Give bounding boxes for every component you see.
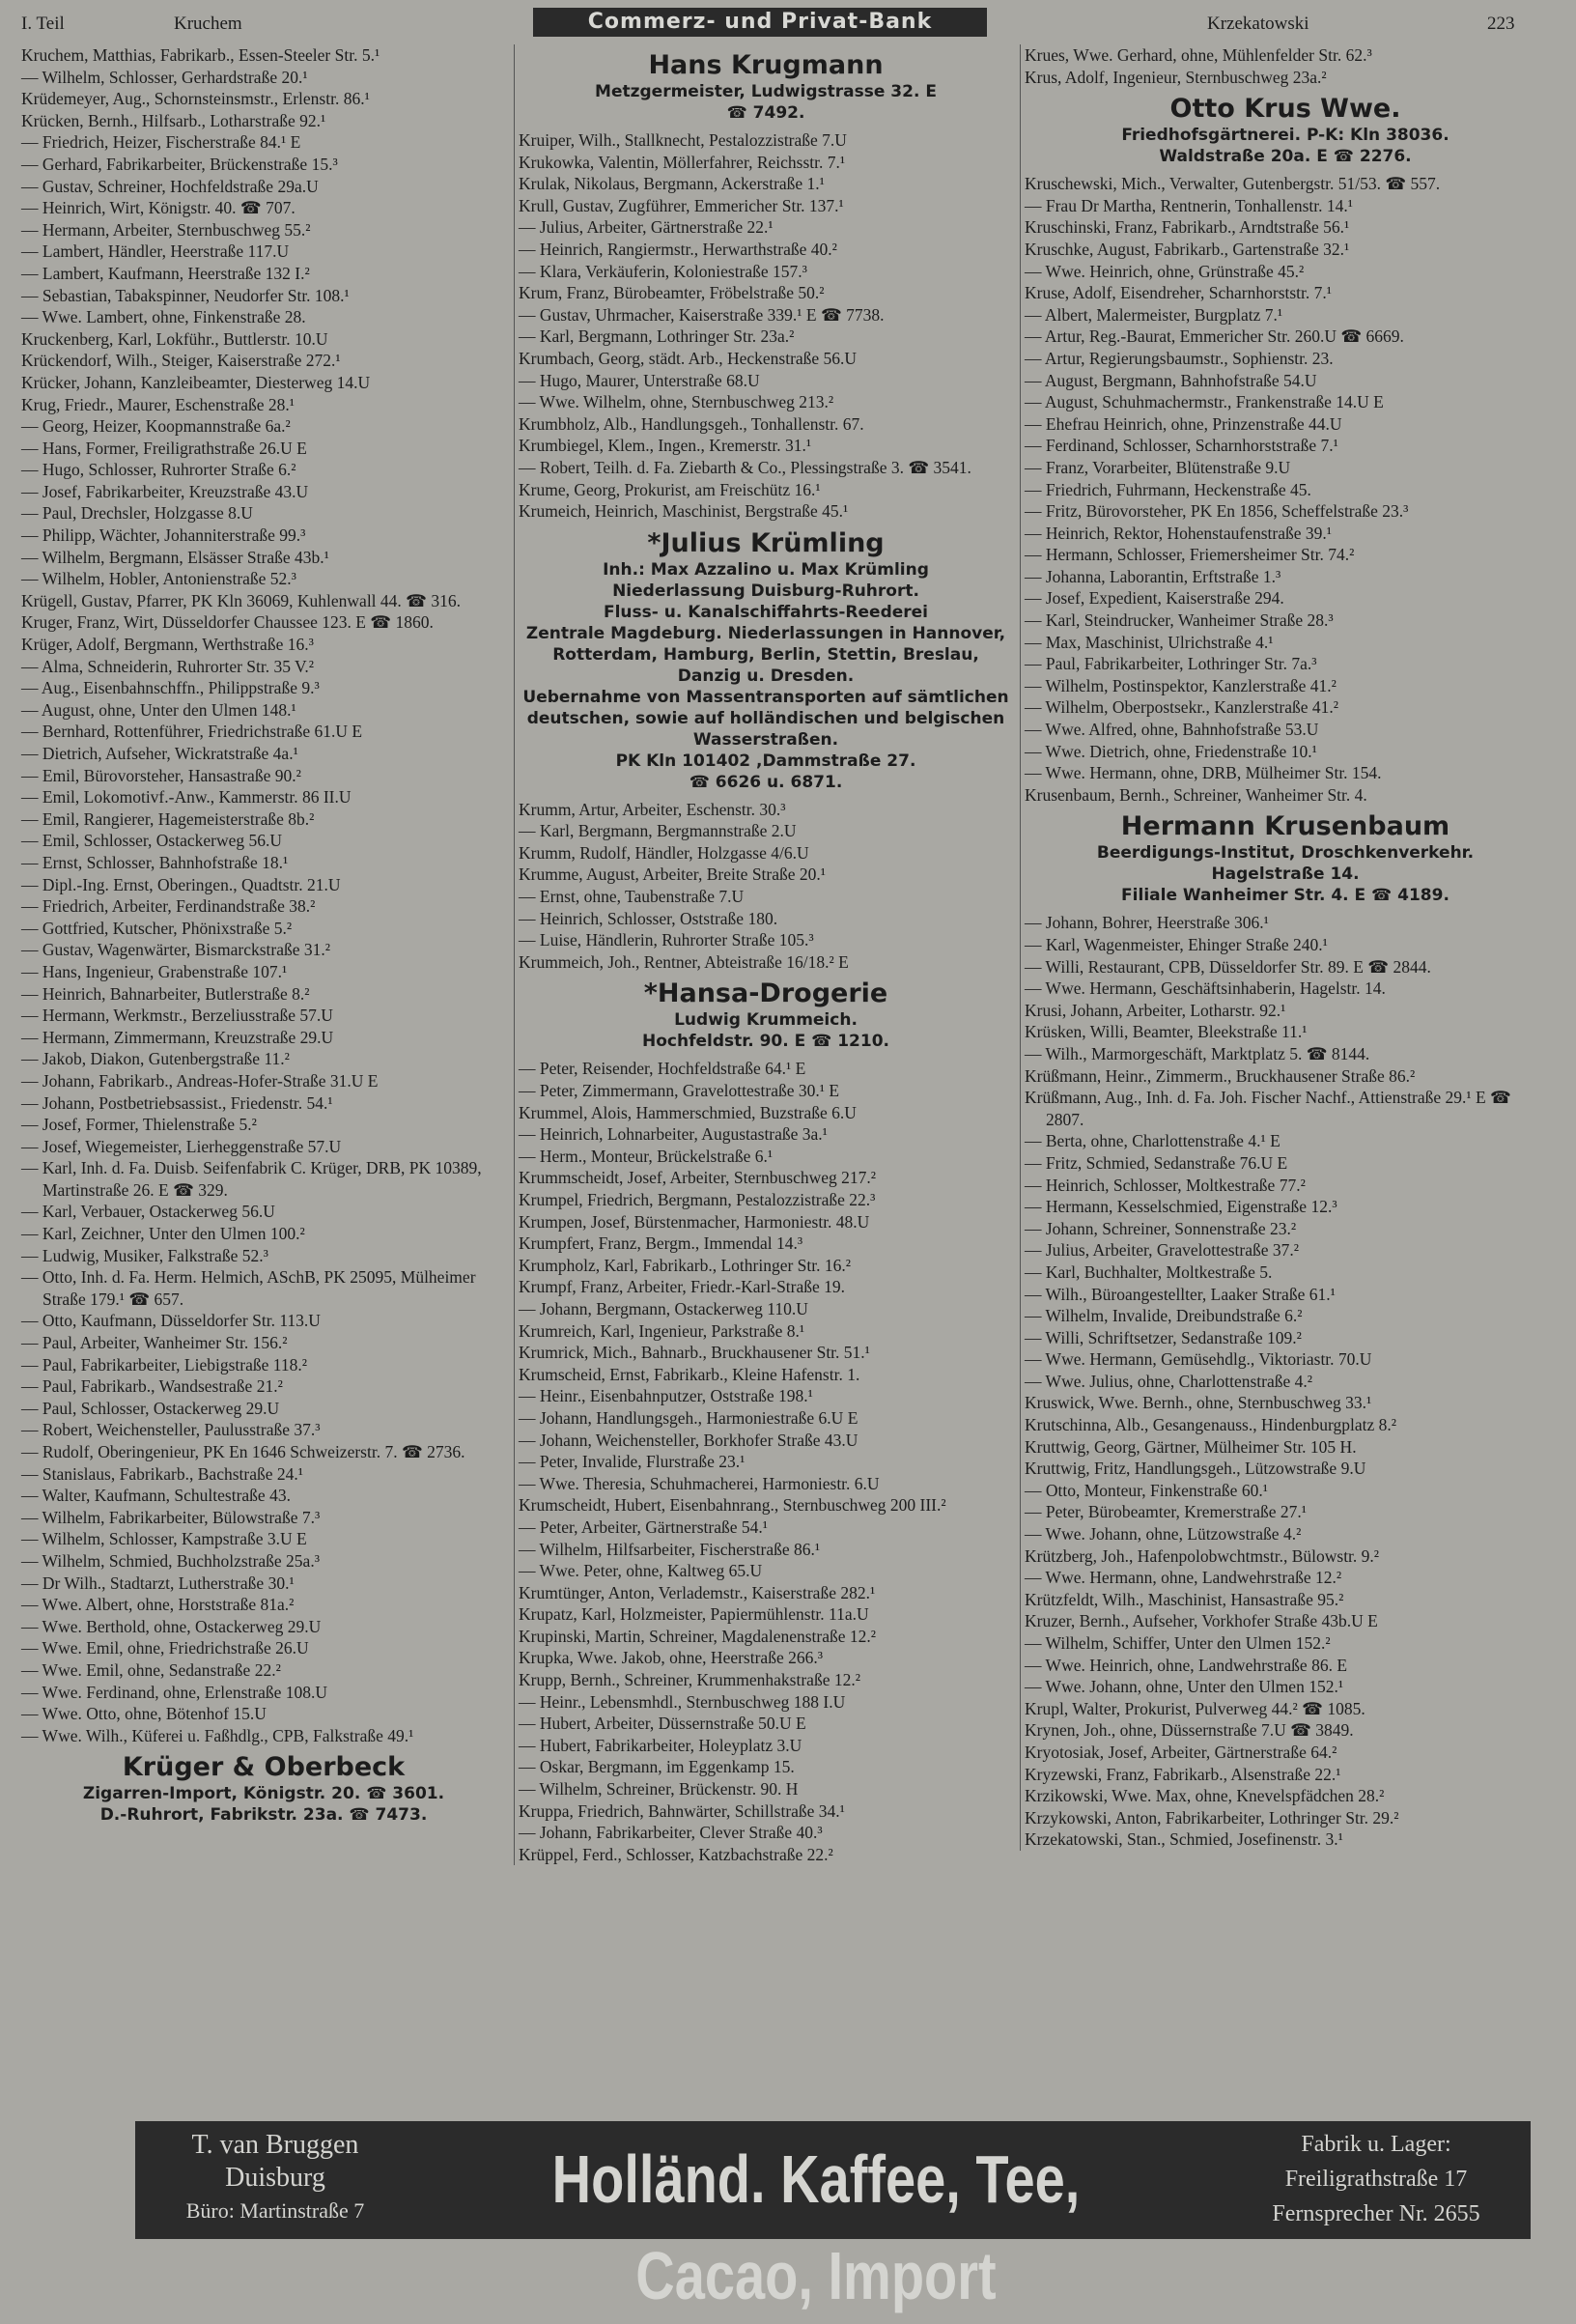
directory-entry: — Dietrich, Aufseher, Wickratstraße 4a.¹ [21,744,298,763]
directory-entry: — Fritz, Bürovorsteher, PK En 1856, Scheffelstraße 23.³ [1025,501,1409,522]
directory-entry: — Robert, Weichensteller, Paulusstraße 37.³ [21,1420,321,1440]
directory-entry: — Peter, Arbeiter, Gärtnerstraße 54.¹ [519,1516,768,1537]
directory-entry: — Johann, Handlungsgeh., Harmoniestraße 6.U E [519,1407,858,1428]
directory-entry: Krupka, Wwe. Jakob, ohne, Heerstraße 266.³ [519,1648,823,1668]
directory-entry: Krumscheidt, Hubert, Eisenbahnrang., Sternbuschweg 200 III.² [519,1495,946,1516]
directory-entry: — Peter, Bürobeamter, Kremerstraße 27.¹ [1025,1502,1308,1522]
banner-factory-address: Freiligrathstraße 17 [1284,2167,1468,2192]
directory-entry: — Hugo, Schlosser, Ruhrorter Straße 6.² [21,460,296,480]
advertisement [519,528,1013,793]
ad-line: Ludwig Krummeich. [674,1010,858,1031]
directory-entry: — Stanislaus, Fabrikarb., Bachstraße 24.¹ [21,1463,303,1484]
directory-entry: — August, Bergmann, Bahnhofstraße 54.U [1025,370,1317,390]
directory-entry: Krumeich, Heinrich, Maschinist, Bergstraße 45.¹ [519,501,849,522]
ad-title: *Julius Krümling [647,527,885,558]
directory-entry: — Heinr., Lebensmhdl., Sternbuschweg 188 I.U [519,1691,846,1712]
directory-entry: Krumpfert, Franz, Bergm., Immendal 14.³ [519,1233,803,1254]
directory-entry: Krumme, August, Arbeiter, Breite Straße 20.¹ [519,864,827,885]
ad-title: Hans Krugmann [648,50,884,80]
bank-advert: Commerz- und Privat-Bank [533,8,987,37]
directory-entry: Kruzer, Bernh., Aufseher, Vorkhofer Straße 43b.U E [1025,1611,1378,1631]
ad-line: Filiale Wanheimer Str. 4. E ☎ 4189. [1121,886,1449,906]
ad-line: Uebernahme von Massentransporten auf sämtlichen deutschen, sowie auf holländischen und belgischen Wasserstraßen. [522,687,1009,750]
directory-entry: — Gottfried, Kutscher, Phönixstraße 5.² [21,918,293,938]
directory-entry: Krüger, Adolf, Bergmann, Werthstraße 16.³ [21,635,314,655]
directory-entry: — Hugo, Maurer, Unterstraße 68.U [519,370,760,390]
directory-entry: — Heinrich, Schlosser, Oststraße 180. [519,908,778,928]
directory-entry: Krumtünger, Anton, Verlademstr., Kaiserstraße 282.¹ [519,1582,876,1602]
directory-entry: Krumreich, Karl, Ingenieur, Parkstraße 8.¹ [519,1320,805,1341]
directory-entry: Krupinski, Martin, Schreiner, Magdalenenstraße 12.² [519,1626,877,1646]
directory-entry: Kruttwig, Georg, Gärtner, Mülheimer Str. 105 H. [1025,1436,1357,1457]
directory-entry: Krumrick, Mich., Bahnarb., Bruckhausener Str. 51.¹ [519,1343,870,1363]
directory-entry: — Gustav, Uhrmacher, Kaiserstraße 339.¹ E ☎ 7738. [519,304,885,325]
directory-entry: Krumpholz, Karl, Fabrikarb., Lothringer Str. 16.² [519,1255,852,1275]
directory-entry: Kruschinski, Franz, Fabrikarb., Arndtstraße 56.¹ [1025,217,1350,238]
directory-entry: — Josef, Expedient, Kaiserstraße 294. [1025,588,1284,609]
directory-entry: Krzekatowski, Stan., Schmied, Josefinenstr. 3.¹ [1025,1829,1343,1850]
directory-entry: — Georg, Heizer, Koopmannstraße 6a.² [21,416,291,437]
directory-entry: — Philipp, Wächter, Johanniterstraße 99.³ [21,525,306,546]
directory-entry: Kruttwig, Fritz, Handlungsgeh., Lützowstraße 9.U [1025,1459,1366,1479]
directory-entry: Kruiper, Wilh., Stallknecht, Pestalozzistraße 7.U [519,130,847,150]
banner-office: Büro: Martinstraße 7 [185,2198,365,2223]
directory-entry: — Wilhelm, Invalide, Dreibundstraße 6.² [1025,1306,1303,1326]
directory-entry: — Paul, Schlosser, Ostackerweg 29.U [21,1398,280,1418]
directory-entry: — Karl, Steindrucker, Wanheimer Straße 28.³ [1025,610,1334,631]
directory-entry: — Wwe. Berthold, ohne, Ostackerweg 29.U [21,1616,322,1636]
directory-entry: — Wwe. Heinrich, ohne, Landwehrstraße 86. E [1025,1655,1348,1675]
directory-entry: — Josef, Former, Thielenstraße 5.² [21,1115,257,1135]
directory-column-1 [21,44,506,1831]
ad-line: Inh.: Max Azzalino u. Max Krümling [603,559,929,580]
banner-left [155,2129,396,2227]
directory-entry: — Julius, Arbeiter, Gärtnerstraße 22.¹ [519,217,774,238]
directory-entry: Krüppel, Ferd., Schlosser, Katzbachstraße 22.² [519,1844,833,1864]
ad-line: D.-Ruhrort, Fabrikstr. 23a. ☎ 7473. [99,1805,428,1826]
directory-entry: — Frau Dr Martha, Rentnerin, Tonhallenstr. 14.¹ [1025,195,1354,215]
directory-entry: Krus, Adolf, Ingenieur, Sternbuschweg 23a.² [1025,67,1327,87]
directory-entry: — Ehefrau Heinrich, ohne, Prinzenstraße 44.U [1025,413,1342,434]
directory-entry: Krügell, Gustav, Pfarrer, PK Kln 36069, Kuhlenwall 44. ☎ 316. [21,590,461,610]
ad-line: Hochfeldstr. 90. E ☎ 1210. [641,1032,890,1052]
directory-entry: — Hermann, Arbeiter, Sternbuschweg 55.² [21,219,311,240]
advertisement [1025,94,1546,167]
ad-title: *Hansa-Drogerie [643,978,888,1009]
directory-entry: — Wilhelm, Oberpostsekr., Kanzlerstraße 41.² [1025,697,1338,718]
directory-entry: — Hermann, Zimmermann, Kreuzstraße 29.U [21,1027,334,1047]
directory-entry: — Gerhard, Fabrikarbeiter, Brückenstraße 15.³ [21,154,338,174]
directory-entry: — Wwe. Johann, ohne, Lützowstraße 4.² [1025,1524,1302,1545]
directory-entry: — Heinrich, Bahnarbeiter, Butlerstraße 8.² [21,983,310,1004]
directory-entry: — Luise, Händlerin, Ruhrorter Straße 105.³ [519,930,814,950]
directory-entry: Krzykowski, Anton, Fabrikarbeiter, Lothringer Str. 29.² [1025,1807,1399,1828]
directory-entry: — Artur, Reg.-Baurat, Emmericher Str. 260.U ☎ 6669. [1025,326,1404,347]
directory-entry: — August, ohne, Unter den Ulmen 148.¹ [21,699,296,720]
directory-entry: — August, Schuhmachermstr., Frankenstraße 14.U E [1025,392,1384,412]
ad-line: Zigarren-Import, Königstr. 20. ☎ 3601. [82,1784,445,1804]
ad-line: ☎ 7492. [726,103,805,123]
ad-line: Metzgermeister, Ludwigstrasse 32. E [595,82,937,101]
directory-entry: — Bernhard, Rottenführer, Friedrichstraße 61.U E [21,722,363,742]
directory-entry: — Max, Maschinist, Ulrichstraße 4.¹ [1025,632,1274,652]
directory-entry: — Aug., Eisenbahnschffn., Philippstraße 9.³ [21,678,320,698]
directory-entry: Kryzewski, Franz, Fabrikarb., Alsenstraße 22.¹ [1025,1764,1341,1784]
directory-entry: Krumpf, Franz, Arbeiter, Friedr.-Karl-Straße 19. [519,1277,846,1297]
directory-entry: Krumm, Artur, Arbeiter, Eschenstr. 30.³ [519,799,786,819]
directory-entry: — Heinrich, Rektor, Hohenstaufenstraße 39.¹ [1025,523,1332,543]
directory-entry: — Hermann, Schlosser, Friemersheimer Str. 74.² [1025,545,1355,565]
directory-entry: Krüßmann, Aug., Inh. d. Fa. Joh. Fischer Nachf., Attienstraße 29.¹ E ☎ 2807. [1025,1088,1511,1129]
directory-entry: — Dipl.-Ing. Ernst, Oberingen., Quadtstr. 21.U [21,874,341,894]
page-header [0,8,1576,46]
directory-entry: — Karl, Zeichner, Unter den Ulmen 100.² [21,1224,305,1244]
directory-entry: Kruse, Adolf, Eisendreher, Scharnhorststr. 7.¹ [1025,283,1333,303]
directory-entry: — Wwe. Hermann, Gemüsehdlg., Viktoriastr. 70.U [1025,1349,1372,1370]
directory-entry: Krumpen, Josef, Bürstenmacher, Harmoniestr. 48.U [519,1211,870,1232]
directory-entry: — Wwe. Otto, ohne, Bötenhof 15.U [21,1704,267,1724]
directory-entry: Krulak, Nikolaus, Bergmann, Ackerstraße 1.¹ [519,174,825,194]
directory-entry: — Karl, Verbauer, Ostackerweg 56.U [21,1202,275,1222]
directory-entry: — Walter, Kaufmann, Schultestraße 43. [21,1486,291,1506]
directory-entry: — Heinr., Eisenbahnputzer, Oststraße 198.¹ [519,1386,813,1406]
directory-entry: — Oskar, Bergmann, im Eggenkamp 15. [519,1757,795,1777]
directory-entry: — Wilhelm, Bergmann, Elsässer Straße 43b.¹ [21,547,329,567]
directory-entry: Krynen, Joh., ohne, Düssernstraße 7.U ☎ 3849. [1025,1720,1354,1741]
directory-entry: — Wwe. Alfred, ohne, Bahnhofstraße 53.U [1025,720,1319,740]
directory-entry: — Wwe. Wilhelm, ohne, Sternbuschweg 213.² [519,392,834,412]
directory-entry: Krupatz, Karl, Holzmeister, Papiermühlenstr. 11a.U [519,1604,869,1625]
ad-line: Waldstraße 20a. E ☎ 2276. [1159,147,1412,167]
directory-entry: — Wwe. Emil, ohne, Sedanstraße 22.² [21,1659,281,1680]
directory-column-2 [514,44,1013,1865]
directory-entry: Kruger, Franz, Wirt, Düsseldorfer Chaussee 123. E ☎ 1860. [21,612,434,633]
directory-entry: — Hans, Former, Freiligrathstraße 26.U E [21,438,307,458]
directory-entry: — Paul, Drechsler, Holzgasse 8.U [21,503,253,524]
directory-entry: — Wwe. Lambert, ohne, Finkenstraße 28. [21,307,306,327]
directory-entry: Kruppa, Friedrich, Bahnwärter, Schillstraße 34.¹ [519,1800,845,1821]
directory-entry: — Wwe. Emil, ohne, Friedrichstraße 26.U [21,1638,309,1658]
directory-entry: — Wwe. Ferdinand, ohne, Erlenstraße 108.U [21,1682,328,1702]
directory-entry: — Wilhelm, Hobler, Antonienstraße 52.³ [21,569,296,589]
directory-entry: — Gustav, Schreiner, Hochfeldstraße 29a.U [21,176,319,196]
directory-entry: — Wilhelm, Schlosser, Kampstraße 3.U E [21,1529,307,1549]
directory-entry: Krüsken, Willi, Beamter, Bleekstraße 11.¹ [1025,1022,1308,1042]
ad-line: Fluss- u. Kanalschiffahrts-Reederei [603,602,929,622]
directory-entry: — Hubert, Arbeiter, Düssernstraße 50.U E [519,1714,806,1734]
directory-entry: — Lambert, Händler, Heerstraße 117.U [21,241,290,262]
directory-entry: — Hermann, Kesselschmied, Eigenstraße 12.³ [1025,1197,1337,1217]
directory-entry: — Wilhelm, Postinspektor, Kanzlerstraße 41.² [1025,675,1337,695]
directory-entry: Krüßmann, Heinr., Zimmerm., Bruckhausener Straße 86.² [1025,1065,1416,1086]
directory-entry: — Paul, Fabrikarbeiter, Lothringer Str. 7a.³ [1025,654,1317,674]
directory-entry: — Sebastian, Tabakspinner, Neudorfer Str. 108.¹ [21,285,350,305]
directory-entry: — Paul, Fabrikarb., Wandsestraße 21.² [21,1376,283,1397]
directory-entry: Krzikowski, Wwe. Max, ohne, Knevelspfädchen 28.² [1025,1786,1385,1806]
directory-entry: — Julius, Arbeiter, Gravelottestraße 37.² [1025,1240,1299,1261]
directory-entry: Krumscheid, Ernst, Fabrikarb., Kleine Hafenstr. 1. [519,1364,860,1384]
directory-entry: — Otto, Inh. d. Fa. Herm. Helmich, ASchB, PK 25095, Mülheimer Straße 179.¹ ☎ 657. [21,1267,476,1309]
directory-entry: — Karl, Bergmann, Bergmannstraße 2.U [519,821,797,841]
advertisement [519,978,1013,1052]
directory-entry: — Wwe. Peter, ohne, Kaltweg 65.U [519,1561,763,1581]
directory-entry: — Ernst, ohne, Taubenstraße 7.U [519,887,745,907]
directory-entry: Krukowka, Valentin, Möllerfahrer, Reichsstr. 7.¹ [519,152,846,172]
ad-title: Krüger & Oberbeck [122,1752,406,1783]
directory-entry: — Wwe. Heinrich, ohne, Grünstraße 45.² [1025,261,1305,281]
advertisement [21,1752,506,1826]
directory-entry: Krumbach, Georg, städt. Arb., Heckenstraße 56.U [519,348,858,368]
directory-entry: — Johann, Fabrikarbeiter, Clever Straße 40.³ [519,1823,823,1843]
directory-entry: — Hans, Ingenieur, Grabenstraße 107.¹ [21,961,288,981]
directory-entry: Krüdemeyer, Aug., Schornsteinsmstr., Erlenstr. 86.¹ [21,89,370,109]
directory-entry: — Friedrich, Fuhrmann, Heckenstraße 45. [1025,479,1311,499]
directory-entry: — Otto, Kaufmann, Düsseldorfer Str. 113.U [21,1311,321,1331]
directory-entry: Krützfeldt, Wilh., Maschinist, Hansastraße 95.² [1025,1589,1344,1609]
directory-entry: — Johann, Weichensteller, Borkhofer Straße 43.U [519,1430,858,1450]
directory-entry: — Friedrich, Heizer, Fischerstraße 84.¹ E [21,132,301,153]
directory-entry: Krumbholz, Alb., Handlungsgeh., Tonhallenstr. 67. [519,413,864,434]
directory-entry: Krützberg, Joh., Hafenpolobwchtmstr., Bülowstr. 9.² [1025,1545,1380,1566]
banner-phone: Fernsprecher Nr. 2655 [1272,2201,1480,2226]
directory-entry: Krücker, Johann, Kanzleibeamter, Diesterweg 14.U [21,372,371,392]
directory-entry: Krumm, Rudolf, Händler, Holzgasse 4/6.U [519,842,809,863]
directory-entry: — Wwe. Julius, ohne, Charlottenstraße 4.² [1025,1371,1312,1391]
directory-entry: — Heinrich, Rangiermstr., Herwarthstraße 40.² [519,239,837,259]
directory-entry: — Albert, Malermeister, Burgplatz 7.¹ [1025,304,1283,325]
directory-entry: — Heinrich, Lohnarbeiter, Augustastraße 3a.¹ [519,1124,828,1145]
directory-entry: — Hermann, Werkmstr., Berzeliusstraße 57.U [21,1006,333,1026]
ad-line: ☎ 6626 u. 6871. [689,772,843,792]
directory-entry: — Karl, Inh. d. Fa. Duisb. Seifenfabrik C. Krüger, DRB, PK 10389, Martinstraße 26. E ☎ 329. [21,1158,482,1200]
directory-entry: — Emil, Schlosser, Ostackerweg 56.U [21,831,283,851]
directory-entry: — Wilhelm, Schmied, Buchholzstraße 25a.³ [21,1550,320,1571]
directory-entry: — Jakob, Diakon, Gutenbergstraße 11.² [21,1049,290,1069]
directory-entry: — Peter, Reisender, Hochfeldstraße 64.¹ E [519,1059,806,1079]
directory-entry: — Robert, Teilh. d. Fa. Ziebarth & Co., Plessingstraße 3. ☎ 3541. [519,457,971,477]
directory-entry: — Willi, Restaurant, CPB, Düsseldorfer Str. 89. E ☎ 2844. [1025,956,1431,977]
directory-entry: — Klara, Verkäuferin, Koloniestraße 157.³ [519,261,807,281]
directory-entry: Krummeich, Joh., Rentner, Abteistraße 16/18.² E [519,951,849,972]
directory-entry: Krumpel, Friedrich, Bergmann, Pestalozzistraße 22.³ [519,1190,876,1209]
directory-entry: — Wwe. Johann, ohne, Unter den Ulmen 152.¹ [1025,1677,1344,1697]
ad-title: Otto Krus Wwe. [1169,94,1401,125]
last-name-guide: Krzekatowski [1207,14,1309,34]
directory-entry: — Wilhelm, Fabrikarbeiter, Bülowstraße 7.³ [21,1507,321,1527]
advertisement [1025,811,1546,906]
directory-entry: Kruswick, Wwe. Bernh., ohne, Sternbuschweg 33.¹ [1025,1393,1372,1413]
directory-entry: Krupp, Bernh., Schreiner, Krummenhakstraße 12.² [519,1670,860,1690]
directory-column-3 [1020,44,1546,1851]
directory-entry: Kryotosiak, Josef, Arbeiter, Gärtnerstraße 64.² [1025,1742,1337,1762]
directory-entry: Kruschewski, Mich., Verwalter, Gutenbergstr. 51/53. ☎ 557. [1025,174,1441,194]
directory-entry: — Hubert, Fabrikarbeiter, Holeyplatz 3.U [519,1735,802,1755]
directory-entry: Krückendorf, Wilh., Steiger, Kaiserstraße 272.¹ [21,351,341,371]
directory-entry: Krutschinna, Alb., Gesangenauss., Hindenburgplatz 8.² [1025,1415,1396,1435]
directory-entry: — Karl, Bergmann, Lothringer Str. 23a.² [519,326,795,347]
directory-entry: — Peter, Zimmermann, Gravelottestraße 30.¹ E [519,1081,840,1101]
directory-entry: — Wilhelm, Hilfsarbeiter, Fischerstraße 86.¹ [519,1539,821,1559]
directory-entry: Krücken, Bernh., Hilfsarb., Lotharstraße 92.¹ [21,110,326,130]
directory-entry: — Heinrich, Wirt, Königstr. 40. ☎ 707. [21,198,296,218]
directory-entry: — Ernst, Schlosser, Bahnhofstraße 18.¹ [21,852,289,872]
directory-entry: — Otto, Monteur, Finkenstraße 60.¹ [1025,1480,1268,1500]
page-number: 223 [1487,14,1515,34]
directory-entry: Kruschke, August, Fabrikarb., Gartenstraße 32.¹ [1025,239,1350,259]
directory-entry: — Wwe. Wilh., Küferei u. Faßhdlg., CPB, Falkstraße 49.¹ [21,1725,414,1745]
directory-entry: — Berta, ohne, Charlottenstraße 4.¹ E [1025,1131,1280,1151]
directory-entry: — Wwe. Dietrich, ohne, Friedenstraße 10.¹ [1025,741,1317,761]
directory-entry: — Heinrich, Schlosser, Moltkestraße 77.² [1025,1175,1306,1195]
directory-entry: Krummscheidt, Josef, Arbeiter, Sternbuschweg 217.² [519,1168,877,1188]
directory-entry: Krusi, Johann, Arbeiter, Lotharstr. 92.¹ [1025,1000,1286,1020]
directory-entry: — Fritz, Schmied, Sedanstraße 76.U E [1025,1152,1288,1173]
directory-entry: — Emil, Bürovorsteher, Hansastraße 90.² [21,765,301,785]
directory-entry: — Emil, Lokomotivf.-Anw., Kammerstr. 86 II.U [21,787,352,808]
directory-entry: — Herm., Monteur, Brückelstraße 6.¹ [519,1146,774,1166]
ad-line: PK Kln 101402 ,Dammstraße 27. [615,751,916,771]
part-label: I. Teil [21,14,65,34]
directory-entry: — Josef, Wiegemeister, Lierheggenstraße 57.U [21,1136,342,1156]
directory-entry: Krug, Friedr., Maurer, Eschenstraße 28.¹ [21,394,296,414]
directory-entry: — Willi, Schriftsetzer, Sedanstraße 109.² [1025,1327,1302,1347]
directory-entry: — Wilh., Büroangestellter, Laaker Straße 61.¹ [1025,1284,1336,1304]
directory-entry: — Wilhelm, Schreiner, Brückenstr. 90. H [519,1779,799,1800]
directory-entry: — Wilh., Marmorgeschäft, Marktplatz 5. ☎ 8144. [1025,1043,1370,1063]
directory-entry: Krues, Wwe. Gerhard, ohne, Mühlenfelder Str. 62.³ [1025,45,1372,65]
directory-entry: Krume, Georg, Prokurist, am Freischütz 16.¹ [519,479,821,499]
banner-right [1241,2127,1511,2231]
directory-entry: — Ludwig, Musiker, Falkstraße 52.³ [21,1245,268,1265]
banner-factory-label: Fabrik u. Lager: [1301,2132,1451,2157]
banner-slogan: Holländ. Kaffee, Tee, Cacao, Import [551,2141,1081,2313]
directory-entry: — Wwe. Hermann, Geschäftsinhaberin, Hagelstr. 14. [1025,978,1386,999]
directory-entry: Krupl, Walter, Prokurist, Pulverweg 44.² ☎ 1085. [1025,1698,1365,1718]
directory-entry: — Wilhelm, Schiffer, Unter den Ulmen 152.² [1025,1633,1331,1653]
directory-entry: — Josef, Fabrikarbeiter, Kreuzstraße 43.U [21,481,309,501]
directory-entry: — Johann, Fabrikarb., Andreas-Hofer-Straße 31.U E [21,1070,379,1091]
first-name-guide: Kruchem [174,14,242,34]
directory-entry: — Paul, Arbeiter, Wanheimer Str. 156.² [21,1333,288,1353]
ad-line: Beerdigungs-Institut, Droschkenverkehr. [1096,843,1475,864]
directory-entry: — Dr Wilh., Stadtarzt, Lutherstraße 30.¹ [21,1573,295,1593]
ad-line: Niederlassung Duisburg-Ruhrort. [612,581,919,601]
directory-entry: — Friedrich, Arbeiter, Ferdinandstraße 38.² [21,896,316,917]
directory-entry: Krummel, Alois, Hammerschmied, Buzstraße 6.U [519,1102,857,1122]
directory-entry: — Wwe. Hermann, ohne, Landwehrstraße 12.² [1025,1568,1342,1588]
directory-entry: — Johann, Postbetriebsassist., Friedenstr. 54.¹ [21,1092,333,1113]
directory-entry: — Johanna, Laborantin, Erftstraße 1.³ [1025,566,1281,586]
directory-entry: — Wwe. Theresia, Schuhmacherei, Harmoniestr. 6.U [519,1473,880,1493]
directory-entry: — Paul, Fabrikarbeiter, Liebigstraße 118.² [21,1354,307,1375]
directory-entry: Kruchem, Matthias, Fabrikarb., Essen-Steeler Str. 5.¹ [21,45,380,65]
directory-entry: — Emil, Rangierer, Hagemeisterstraße 8b.² [21,808,315,829]
directory-entry: — Franz, Vorarbeiter, Blütenstraße 9.U [1025,457,1291,477]
ad-line: Hagelstraße 14. [1211,864,1360,885]
ad-line: Friedhofsgärtnerei. P-K: Kln 38036. [1121,126,1449,146]
directory-entry: Krull, Gustav, Zugführer, Emmericher Str. 137.¹ [519,195,844,215]
directory-entry: — Johann, Schreiner, Sonnenstraße 23.² [1025,1218,1297,1238]
directory-entry: — Ferdinand, Schlosser, Scharnhorststraße 7.¹ [1025,436,1338,456]
directory-entry: — Wilhelm, Schlosser, Gerhardstraße 20.¹ [21,67,308,87]
ad-line: Zentrale Magdeburg. Niederlassungen in Hannover, Rotterdam, Hamburg, Berlin, Stettin, Breslau, Danzig u. Dresden. [525,623,1006,686]
advertisement [519,50,1013,124]
directory-entry: — Johann, Bohrer, Heerstraße 306.¹ [1025,913,1269,933]
directory-entry: — Karl, Wagenmeister, Ehinger Straße 240.¹ [1025,935,1328,954]
directory-entry: — Peter, Invalide, Flurstraße 23.¹ [519,1452,746,1472]
directory-entry: — Alma, Schneiderin, Ruhrorter Str. 35 V.² [21,656,315,676]
directory-entry: — Artur, Regierungsbaumstr., Sophienstr. 23. [1025,348,1334,368]
banner-city: Duisburg [225,2163,325,2193]
directory-entry: — Karl, Buchhalter, Moltkestraße 5. [1025,1261,1273,1282]
directory-entry: Krumbiegel, Klem., Ingen., Kremerstr. 31.¹ [519,436,812,456]
directory-entry: — Gustav, Wagenwärter, Bismarckstraße 31.² [21,940,330,960]
directory-entry: Krum, Franz, Bürobeamter, Fröbelstraße 50.² [519,283,825,303]
directory-entry: — Wwe. Albert, ohne, Horststraße 81a.² [21,1595,295,1615]
banner-company: T. van Bruggen [191,2130,359,2160]
directory-entry: — Rudolf, Oberingenieur, PK En 1646 Schweizerstr. 7. ☎ 2736. [21,1442,465,1461]
directory-entry: — Wwe. Hermann, ohne, DRB, Mülheimer Str. 154. [1025,763,1382,783]
directory-entry: Kruckenberg, Karl, Lokführ., Buttlerstr. 10.U [21,328,328,349]
directory-entry: — Johann, Bergmann, Ostackerweg 110.U [519,1298,808,1318]
ad-title: Hermann Krusenbaum [1120,811,1450,842]
directory-entry: — Lambert, Kaufmann, Heerstraße 132 I.² [21,263,310,283]
coffee-import-banner [135,2121,1531,2313]
directory-entry: Krusenbaum, Bernh., Schreiner, Wanheimer Str. 4. [1025,784,1367,805]
